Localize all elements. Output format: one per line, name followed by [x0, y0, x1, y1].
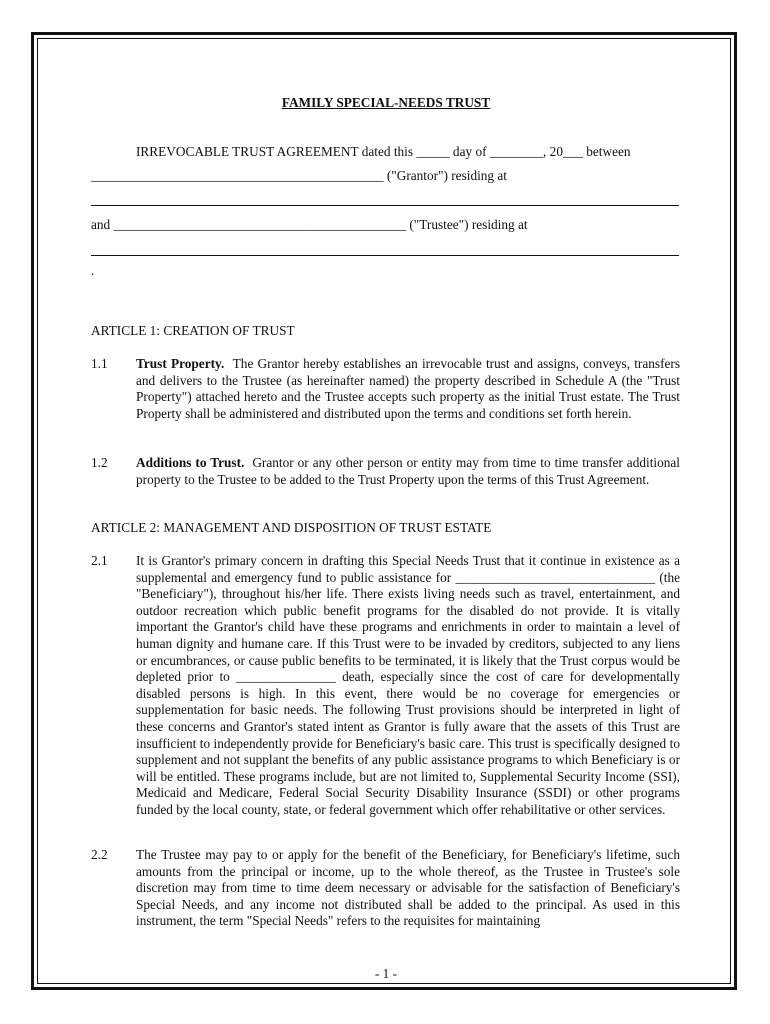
grantor-address-rule [91, 205, 679, 206]
section-1-1-text: The Grantor hereby establishes an irrevocable trust and assigns, conveys, transfers and delivers to the Trustee (as hereinafter named) the property described in Schedule A (the "Trust Property") attached hereto and the Trustee accepts such property as the initial Trust estate. The Trust Property shall be administered and distributed upon the terms and conditions set forth herein. [136, 356, 681, 421]
section-1-1 [136, 356, 680, 422]
trustee-address-rule [91, 255, 679, 256]
section-1-2-number: 1.2 [91, 455, 108, 470]
section-2-1-number: 2.1 [91, 553, 108, 568]
document-page [91, 0, 681, 1024]
intro-line-2: ____________________________________________ ("Grantor") residing at [91, 168, 508, 183]
intro-line-3: and ____________________________________________ ("Trustee") residing at [91, 217, 528, 232]
document-title: FAMILY SPECIAL-NEEDS TRUST [281, 95, 491, 110]
article-2-heading: ARTICLE 2: MANAGEMENT AND DISPOSITION OF TRUST ESTATE [91, 520, 492, 535]
section-2-2-number: 2.2 [91, 847, 108, 862]
section-2-1-text: It is Grantor's primary concern in drafting this Special Needs Trust that it continue in existence as a supplemental and emergency fund to public assistance for ______________________________ (the "Beneficiary"), throughout his/her life. There exists living needs such as travel, entertainment, and outdoor recreation which public benefit programs for the disabled do not provide. It is vitally important the Grantor's child have these programs and enrichments in order to maintain a level of human dignity and humane care. If this Trust were to be invaded by creditors, subjected to any liens or encumbrances, or cause public benefits to be terminated, it is likely that the Trust corpus would be depleted prior to _______________ death, especially since the cost of care for developmentally disabled persons is high. In this event, there would be no coverage for emergencies or supplementation for basic needs. The following Trust provisions should be interpreted in light of these concerns and Grantor's stated intent as Grantor is fully aware that the assets of this Trust are insufficient to independently provide for Beneficiary's basic care. This trust is specifically designed to supplement and not supplant the benefits of any public assistance programs to which Beneficiary is or will be entitled. These programs include, but are not limited to, Supplemental Security Income (SSI), Medicaid and Medicare, Federal Social Security Disability Insurance (SSDI) or other programs funded by the local county, state, or federal government which offer rehabilitative or other services. [136, 553, 680, 817]
section-1-2 [136, 455, 680, 488]
intro-line-1: IRREVOCABLE TRUST AGREEMENT dated this _____ day of ________, 20___ between [136, 144, 631, 159]
intro-dot: . [91, 263, 95, 278]
section-1-1-title: Trust Property. [136, 356, 225, 371]
section-1-1-number: 1.1 [91, 356, 108, 371]
page-number: - 1 - [374, 966, 398, 981]
section-1-2-text: Grantor or any other person or entity may from time to time transfer additional property to the Trustee to be added to the Trust Property upon the terms of this Trust Agreement. [136, 455, 680, 487]
section-2-2-text: The Trustee may pay to or apply for the benefit of the Beneficiary, for Beneficiary's lifetime, such amounts from the principal or income, up to the whole thereof, as the Trustee in Trustee's sole discretion may from time to time deem necessary or advisable for the satisfaction of Beneficiary's Special Needs, and any income not distributed shall be added to the principal. As used in this instrument, the term "Special Needs" refers to the requisites for maintaining [136, 847, 680, 929]
article-1-heading: ARTICLE 1: CREATION OF TRUST [91, 323, 295, 338]
section-1-2-title: Additions to Trust. [136, 455, 245, 470]
